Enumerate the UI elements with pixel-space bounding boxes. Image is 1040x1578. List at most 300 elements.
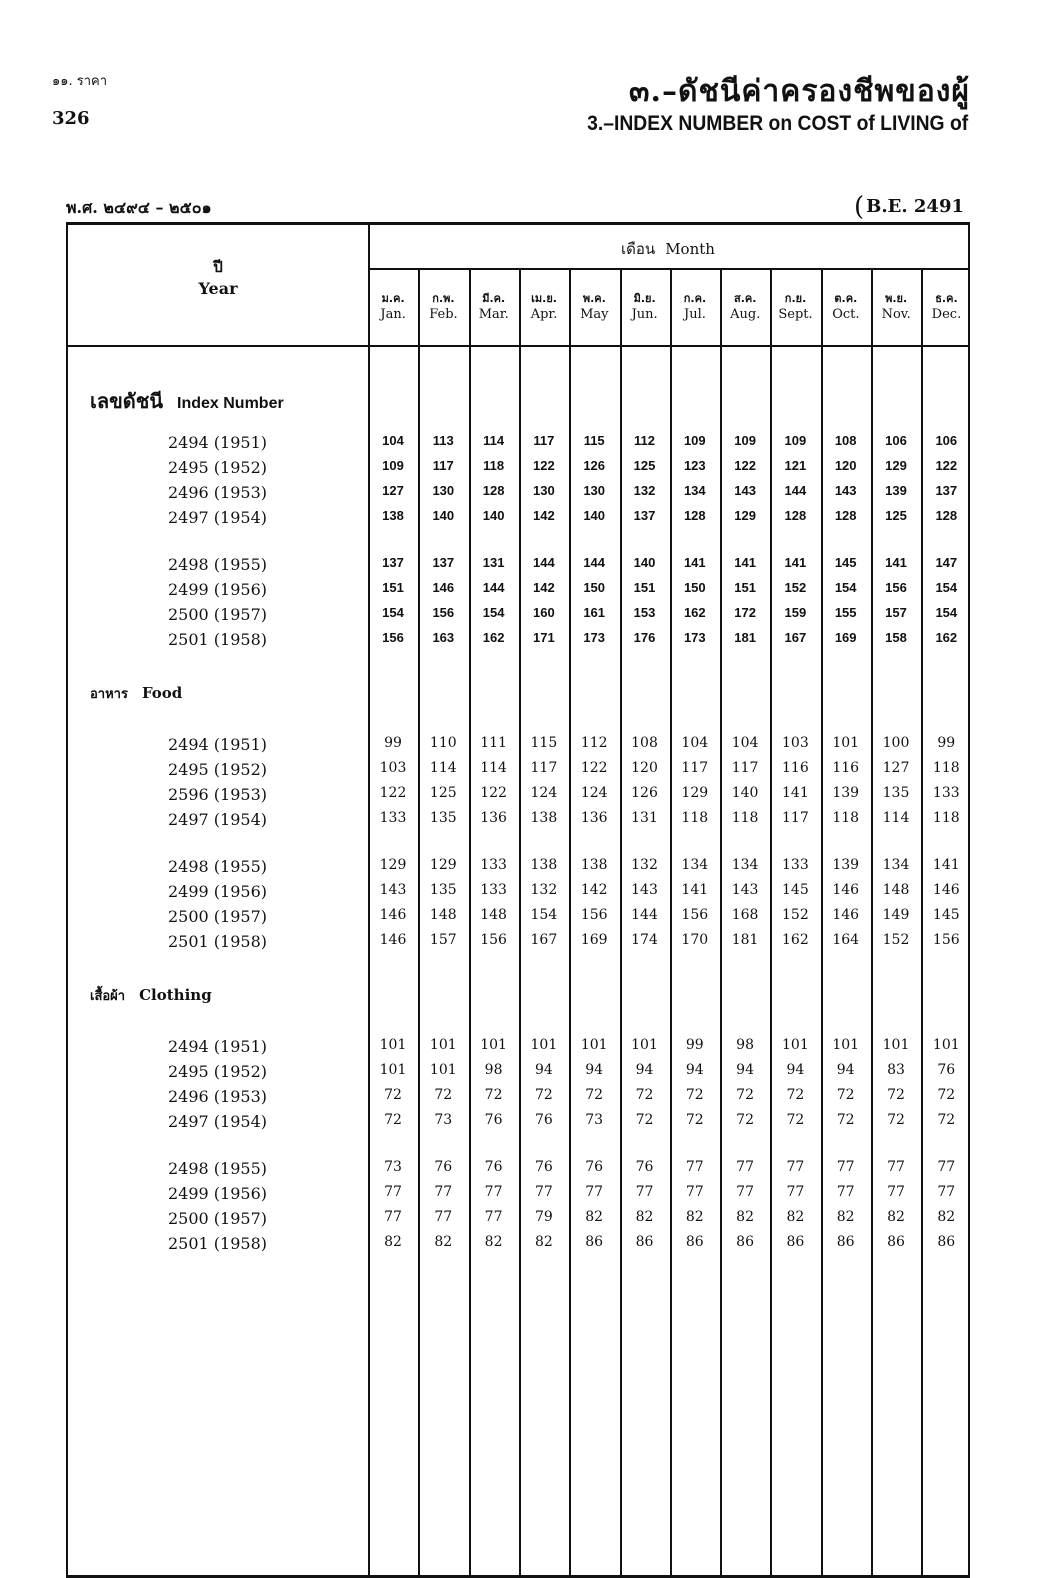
table-cell: 160 <box>533 605 555 620</box>
month-header-cell <box>921 291 971 323</box>
table-cell: 135 <box>429 810 457 826</box>
table-cell: 72 <box>685 1112 704 1128</box>
row-year-label: 2494 (1951) <box>168 1037 268 1056</box>
table-cell: 181 <box>731 932 759 948</box>
table-cell: 108 <box>631 735 658 751</box>
table-cell: 82 <box>484 1234 503 1250</box>
table-cell: 133 <box>480 857 507 873</box>
section-title-english: Index Number <box>177 395 284 412</box>
table-cell: 118 <box>681 810 709 826</box>
table-cell: 125 <box>633 458 656 473</box>
table-cell: 72 <box>635 1112 654 1128</box>
table-row <box>68 735 972 759</box>
table-cell: 146 <box>379 932 407 948</box>
table-cell: 132 <box>633 483 656 498</box>
table-cell: 133 <box>480 882 507 898</box>
table-cell: 73 <box>585 1112 604 1128</box>
table-cell: 99 <box>937 735 956 751</box>
table-cell: 94 <box>534 1062 553 1078</box>
table-cell: 141 <box>885 555 907 570</box>
table-cell: 77 <box>434 1184 453 1200</box>
table-cell: 117 <box>432 458 454 473</box>
table-row <box>68 907 972 931</box>
table-cell: 82 <box>836 1209 855 1225</box>
table-cell: 167 <box>530 932 558 948</box>
table-cell: 140 <box>731 785 759 801</box>
page-number: 326 <box>52 108 90 129</box>
table-cell: 109 <box>784 433 807 448</box>
table-cell: 82 <box>585 1209 604 1225</box>
table-cell: 77 <box>635 1184 654 1200</box>
month-header-cell <box>670 291 720 323</box>
table-cell: 76 <box>484 1112 503 1128</box>
table-cell: 72 <box>635 1087 654 1103</box>
table-cell: 167 <box>784 630 807 645</box>
table-cell: 101 <box>832 735 860 751</box>
table-cell: 77 <box>384 1184 402 1200</box>
table-cell: 101 <box>429 1062 457 1078</box>
table-cell: 138 <box>382 508 404 523</box>
table-cell: 140 <box>482 508 505 523</box>
table-cell: 103 <box>379 760 407 776</box>
month-header-cell <box>569 291 619 323</box>
table-cell: 151 <box>734 580 756 595</box>
table-cell: 163 <box>432 630 455 645</box>
table-row <box>68 555 972 579</box>
table-cell: 104 <box>382 433 404 448</box>
table-cell: 156 <box>885 580 907 595</box>
table-cell: 114 <box>429 760 457 776</box>
section-title-english: Clothing <box>139 986 212 1004</box>
table-cell: 79 <box>534 1209 553 1225</box>
table-cell: 101 <box>631 1037 658 1053</box>
table-cell: 162 <box>782 932 809 948</box>
table-cell: 176 <box>633 630 656 645</box>
table-cell: 101 <box>782 1037 809 1053</box>
table-cell: 159 <box>784 605 807 620</box>
table-cell: 72 <box>534 1087 553 1103</box>
month-header-cell <box>418 291 468 323</box>
table-cell: 73 <box>384 1159 402 1175</box>
month-label-thai: ก.ย. <box>784 292 807 305</box>
table-cell: 86 <box>887 1234 905 1250</box>
table-cell: 143 <box>734 483 756 498</box>
table-cell: 134 <box>683 483 706 498</box>
row-year-label: 2501 (1958) <box>168 932 268 951</box>
table-cell: 155 <box>834 605 857 620</box>
table-cell: 164 <box>832 932 860 948</box>
table-row <box>68 1209 972 1233</box>
table-cell: 77 <box>484 1184 503 1200</box>
table-cell: 127 <box>382 483 404 498</box>
table-cell: 82 <box>685 1209 704 1225</box>
table-row <box>68 1037 972 1061</box>
table-cell: 101 <box>832 1037 860 1053</box>
table-cell: 122 <box>580 760 608 776</box>
table-cell: 132 <box>530 882 558 898</box>
table-cell: 112 <box>634 433 655 448</box>
table-row <box>68 1234 972 1258</box>
month-header-english: Month <box>665 240 715 258</box>
month-label-english: Mar. <box>478 307 509 322</box>
table-cell: 117 <box>530 760 558 776</box>
table-cell: 148 <box>480 907 507 923</box>
table-cell: 129 <box>681 785 709 801</box>
table-cell: 82 <box>384 1234 402 1250</box>
table-cell: 130 <box>533 483 555 498</box>
table-cell: 117 <box>533 433 555 448</box>
table-cell: 122 <box>480 785 507 801</box>
row-year-label: 2500 (1957) <box>168 907 268 926</box>
table-cell: 86 <box>635 1234 654 1250</box>
table-cell: 72 <box>836 1112 855 1128</box>
table-cell: 120 <box>631 760 658 776</box>
table-cell: 129 <box>734 508 756 523</box>
table-cell: 143 <box>379 882 407 898</box>
table-cell: 141 <box>681 882 709 898</box>
table-cell: 141 <box>734 555 756 570</box>
table-cell: 115 <box>530 735 558 751</box>
table-cell: 151 <box>633 580 656 595</box>
section-title-thai: เลขดัชนี <box>90 389 163 413</box>
table-cell: 117 <box>782 810 809 826</box>
table-cell: 72 <box>887 1087 905 1103</box>
section-title-thai: เสื้อผ้า <box>90 989 126 1004</box>
table-cell: 135 <box>429 882 457 898</box>
table-cell: 138 <box>580 857 608 873</box>
table-cell: 156 <box>580 907 608 923</box>
table-cell: 141 <box>683 555 706 570</box>
table-cell: 129 <box>885 458 907 473</box>
month-header-cell <box>720 291 770 323</box>
table-cell: 146 <box>432 580 455 595</box>
table-cell: 101 <box>882 1037 910 1053</box>
table-cell: 156 <box>480 932 507 948</box>
table-cell: 101 <box>530 1037 558 1053</box>
month-label-english: Oct. <box>832 307 860 322</box>
table-cell: 77 <box>585 1184 604 1200</box>
table-cell: 72 <box>836 1087 855 1103</box>
table-cell: 145 <box>782 882 809 898</box>
month-label-thai: มี.ค. <box>482 292 506 305</box>
table-cell: 101 <box>580 1037 608 1053</box>
table-cell: 101 <box>480 1037 507 1053</box>
month-label-english: Dec. <box>931 307 962 322</box>
row-year-label: 2499 (1956) <box>168 580 268 599</box>
table-cell: 144 <box>482 580 505 595</box>
table-cell: 100 <box>882 735 910 751</box>
table-cell: 72 <box>434 1087 453 1103</box>
table-cell: 134 <box>681 857 709 873</box>
table-cell: 76 <box>585 1159 604 1175</box>
table-cell: 82 <box>534 1234 553 1250</box>
table-cell: 124 <box>580 785 608 801</box>
table-cell: 130 <box>583 483 606 498</box>
row-year-label: 2500 (1957) <box>168 1209 268 1228</box>
table-cell: 118 <box>832 810 860 826</box>
month-label-english: Jan. <box>380 307 406 322</box>
table-cell: 144 <box>533 555 555 570</box>
table-cell: 111 <box>480 735 507 751</box>
table-cell: 136 <box>480 810 507 826</box>
table-cell: 146 <box>832 882 860 898</box>
table-cell: 104 <box>681 735 709 751</box>
table-cell: 76 <box>635 1159 654 1175</box>
table-cell: 162 <box>683 605 706 620</box>
table-cell: 108 <box>834 433 857 448</box>
month-label-thai: พ.ค. <box>582 292 606 305</box>
table-cell: 181 <box>734 630 756 645</box>
table-cell: 118 <box>483 458 505 473</box>
table-cell: 101 <box>379 1062 407 1078</box>
table-cell: 77 <box>786 1159 805 1175</box>
table-cell: 127 <box>882 760 910 776</box>
table-cell: 101 <box>932 1037 960 1053</box>
row-year-label: 2497 (1954) <box>168 810 268 829</box>
table-cell: 106 <box>885 433 907 448</box>
month-group-header <box>368 237 968 261</box>
month-header-cell <box>620 291 670 323</box>
table-cell: 125 <box>429 785 457 801</box>
table-cell: 142 <box>580 882 608 898</box>
table-cell: 72 <box>937 1112 956 1128</box>
section-title-english: Food <box>141 684 183 702</box>
table-cell: 138 <box>530 810 558 826</box>
month-label-thai: ต.ค. <box>834 292 858 305</box>
table-cell: 109 <box>382 458 404 473</box>
table-cell: 131 <box>631 810 658 826</box>
table-cell: 86 <box>685 1234 704 1250</box>
month-label-english: Jul. <box>684 307 706 322</box>
table-cell: 82 <box>937 1209 956 1225</box>
table-cell: 101 <box>429 1037 457 1053</box>
table-cell: 73 <box>434 1112 453 1128</box>
table-cell: 162 <box>935 630 958 645</box>
table-cell: 77 <box>887 1184 905 1200</box>
table-cell: 118 <box>932 810 960 826</box>
table-cell: 157 <box>885 605 907 620</box>
table-cell: 150 <box>683 580 706 595</box>
table-cell: 140 <box>583 508 606 523</box>
table-row <box>68 1087 972 1111</box>
table-cell: 144 <box>631 907 658 923</box>
table-cell: 77 <box>484 1209 503 1225</box>
table-cell: 128 <box>683 508 706 523</box>
table-cell: 147 <box>935 555 958 570</box>
month-label-english: Feb. <box>429 307 458 322</box>
row-year-label: 2494 (1951) <box>168 433 268 452</box>
table-cell: 143 <box>631 882 658 898</box>
table-cell: 151 <box>382 580 404 595</box>
table-cell: 116 <box>832 760 860 776</box>
row-year-label: 2497 (1954) <box>168 508 268 527</box>
row-year-label: 2496 (1953) <box>168 1087 268 1106</box>
table-row <box>68 882 972 906</box>
table-cell: 94 <box>635 1062 654 1078</box>
table-cell: 82 <box>887 1209 905 1225</box>
table-cell: 170 <box>681 932 709 948</box>
table-cell: 76 <box>937 1062 956 1078</box>
table-cell: 122 <box>379 785 407 801</box>
month-header-cell <box>368 291 418 323</box>
table-cell: 76 <box>434 1159 453 1175</box>
table-cell: 109 <box>683 433 706 448</box>
table-cell: 117 <box>731 760 759 776</box>
table-cell: 141 <box>932 857 960 873</box>
table-cell: 158 <box>885 630 907 645</box>
table-cell: 94 <box>786 1062 805 1078</box>
table-cell: 94 <box>736 1062 754 1078</box>
table-row <box>68 785 972 809</box>
table-cell: 86 <box>585 1234 604 1250</box>
row-year-label: 2499 (1956) <box>168 1184 268 1203</box>
month-label-english: Apr. <box>530 307 558 322</box>
table-row <box>68 1062 972 1086</box>
table-cell: 152 <box>784 580 807 595</box>
table-cell: 114 <box>882 810 910 826</box>
table-cell: 94 <box>836 1062 855 1078</box>
row-year-label: 2498 (1955) <box>168 1159 268 1178</box>
table-cell: 139 <box>885 483 907 498</box>
cost-of-living-table <box>66 222 970 1578</box>
period-thai: พ.ศ. ๒๔๙๔ – ๒๕๐๑ <box>66 198 212 217</box>
month-header-cell <box>871 291 921 323</box>
table-cell: 128 <box>482 483 505 498</box>
row-year-label: 2501 (1958) <box>168 630 268 649</box>
month-header-cell <box>821 291 871 323</box>
row-year-label: 2495 (1952) <box>168 760 268 779</box>
table-cell: 156 <box>681 907 709 923</box>
month-label-thai: ส.ค. <box>734 292 757 305</box>
table-row <box>68 458 972 482</box>
table-row <box>68 857 972 881</box>
table-cell: 139 <box>832 785 860 801</box>
table-cell: 143 <box>731 882 759 898</box>
table-cell: 152 <box>782 907 809 923</box>
table-cell: 137 <box>432 555 455 570</box>
table-cell: 131 <box>482 555 505 570</box>
table-cell: 77 <box>937 1159 956 1175</box>
table-cell: 114 <box>483 433 505 448</box>
table-cell: 98 <box>736 1037 754 1053</box>
table-cell: 77 <box>384 1209 402 1225</box>
table-cell: 144 <box>583 555 606 570</box>
month-label-thai: พ.ย. <box>885 292 908 305</box>
table-row <box>68 932 972 956</box>
table-cell: 156 <box>932 932 960 948</box>
table-cell: 142 <box>533 580 555 595</box>
table-cell: 82 <box>736 1209 754 1225</box>
table-cell: 77 <box>836 1159 855 1175</box>
year-column-header <box>68 255 368 298</box>
table-cell: 118 <box>932 760 960 776</box>
table-cell: 86 <box>786 1234 805 1250</box>
section-title-thai: อาหาร <box>90 687 128 702</box>
row-year-label: 2495 (1952) <box>168 458 268 477</box>
table-cell: 129 <box>429 857 457 873</box>
table-cell: 106 <box>935 433 958 448</box>
table-cell: 145 <box>834 555 857 570</box>
table-cell: 156 <box>432 605 455 620</box>
row-year-label: 2498 (1955) <box>168 555 268 574</box>
table-cell: 117 <box>681 760 709 776</box>
table-cell: 77 <box>736 1159 754 1175</box>
table-cell: 174 <box>631 932 658 948</box>
table-cell: 86 <box>937 1234 956 1250</box>
table-cell: 110 <box>429 735 457 751</box>
table-cell: 156 <box>382 630 404 645</box>
table-cell: 126 <box>631 785 658 801</box>
table-cell: 133 <box>782 857 809 873</box>
month-label-thai: มิ.ย. <box>633 292 656 305</box>
table-cell: 109 <box>734 433 756 448</box>
table-cell: 72 <box>685 1087 704 1103</box>
table-cell: 169 <box>580 932 608 948</box>
title-english: 3.–INDEX NUMBER on COST of LIVING of <box>586 112 968 135</box>
month-label-english: Nov. <box>881 307 911 322</box>
section-food-title <box>90 683 182 704</box>
table-cell: 134 <box>731 857 759 873</box>
table-cell: 142 <box>533 508 555 523</box>
row-year-label: 2495 (1952) <box>168 1062 268 1081</box>
table-cell: 128 <box>834 508 857 523</box>
table-cell: 154 <box>935 580 958 595</box>
table-cell: 152 <box>882 932 910 948</box>
table-cell: 128 <box>935 508 958 523</box>
table-cell: 94 <box>585 1062 604 1078</box>
table-cell: 161 <box>583 605 606 620</box>
table-cell: 154 <box>530 907 558 923</box>
table-cell: 154 <box>482 605 505 620</box>
table-cell: 116 <box>782 760 809 776</box>
table-cell: 137 <box>935 483 958 498</box>
row-year-label: 2494 (1951) <box>168 735 268 754</box>
month-header-thai: เดือน <box>621 240 656 258</box>
table-cell: 169 <box>834 630 857 645</box>
table-cell: 153 <box>633 605 656 620</box>
table-cell: 136 <box>580 810 608 826</box>
table-cell: 72 <box>736 1087 754 1103</box>
month-label-thai: เม.ย. <box>531 292 557 305</box>
table-cell: 72 <box>585 1087 604 1103</box>
table-row <box>68 760 972 784</box>
table-row <box>68 1112 972 1136</box>
table-cell: 154 <box>834 580 857 595</box>
section-header-small: ๑๑. ราคา <box>52 74 108 89</box>
table-cell: 143 <box>834 483 857 498</box>
table-cell: 72 <box>786 1112 805 1128</box>
table-cell: 125 <box>885 508 907 523</box>
table-cell: 140 <box>633 555 656 570</box>
table-row <box>68 1159 972 1183</box>
row-year-label: 2499 (1956) <box>168 882 268 901</box>
table-cell: 82 <box>786 1209 805 1225</box>
table-cell: 139 <box>832 857 860 873</box>
table-cell: 122 <box>734 458 756 473</box>
table-cell: 126 <box>583 458 606 473</box>
table-cell: 154 <box>935 605 958 620</box>
table-cell: 137 <box>382 555 404 570</box>
table-row <box>68 483 972 507</box>
row-year-label: 2500 (1957) <box>168 605 268 624</box>
table-cell: 82 <box>635 1209 654 1225</box>
month-label-thai: ก.ค. <box>683 292 707 305</box>
table-cell: 122 <box>533 458 555 473</box>
table-cell: 157 <box>429 932 457 948</box>
table-cell: 77 <box>685 1184 704 1200</box>
table-cell: 146 <box>932 882 960 898</box>
table-cell: 76 <box>484 1159 503 1175</box>
